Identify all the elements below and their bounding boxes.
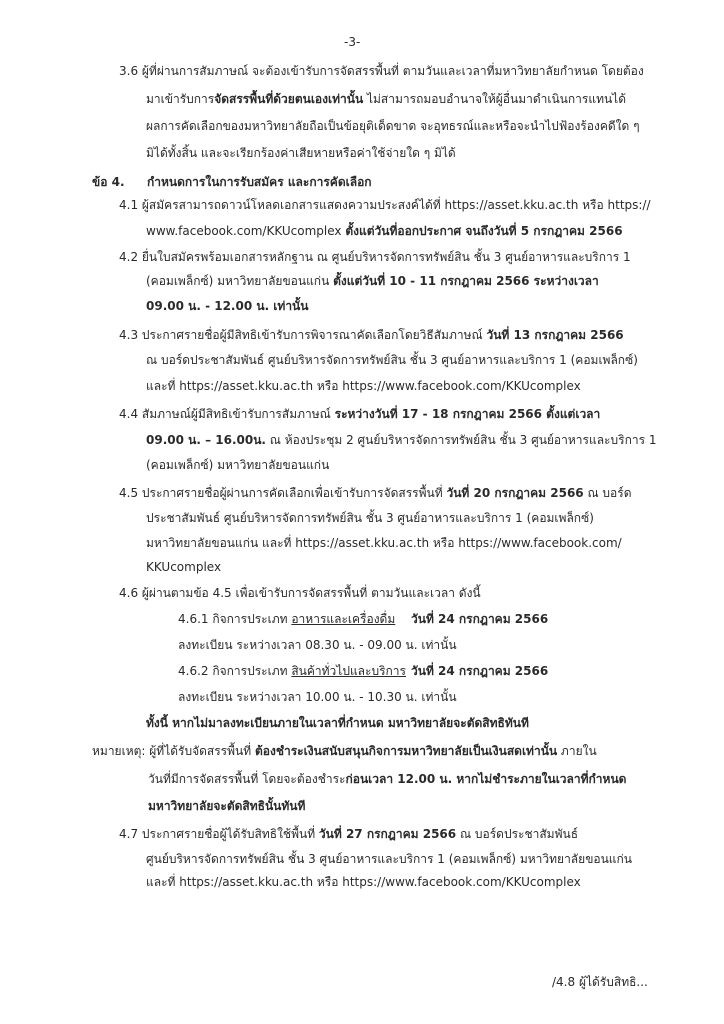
text: ไม่สามารถมอบอำนาจให้ผู้อื่นมาดำเนินการแทนได้ <box>363 92 627 106</box>
text: (คอมเพล็กซ์) มหาวิทยาลัยขอนแก่น <box>146 274 334 288</box>
clause-4-1-line-1: 4.1 ผู้สมัครสามารถดาวน์โหลดเอกสารแสดงความประสงค์ได้ที่ https://asset.kku.ac.th หรือ https:// <box>119 198 651 212</box>
clause-4-6-1 <box>178 611 395 627</box>
text: ณ บอร์ดประชาสัมพันธ์ <box>456 827 579 841</box>
clause-4-3-line-2: ณ บอร์ดประชาสัมพันธ์ ศูนย์บริหารจัดการทรัพย์สิน ชั้น 3 ศูนย์อาหารและบริการ 1 (คอมเพล็กซ์) <box>146 353 638 367</box>
clause-4-5-line-4: KKUcomplex <box>146 560 222 574</box>
clause-4-6-2-date: วันที่ 24 กรกฎาคม 2566 <box>411 664 549 678</box>
emphasis-text: ตั้งแต่วันที่ออกประกาศ จนถึงวันที่ 5 กรกฎาคม 2566 <box>345 224 623 238</box>
clause-3-6-line-1: 3.6 ผู้ที่ผ่านการสัมภาษณ์ จะต้องเข้ารับการจัดสรรพื้นที่ ตามวันและเวลาที่มหาวิทยาลัยกำหนด โดยต้อง <box>119 64 644 78</box>
clause-4-6-line-1: 4.6 ผู้ผ่านตามข้อ 4.5 เพื่อเข้ารับการจัดสรรพื้นที่ ตามวันและเวลา ดังนี้ <box>119 586 481 600</box>
text: 4.6.2 กิจการประเภท <box>178 664 292 678</box>
clause-4-6-1-date: วันที่ 24 กรกฎาคม 2566 <box>411 612 549 626</box>
text: มาเข้ารับการ <box>146 92 215 106</box>
emphasis-text: ต้องชำระเงินสนับสนุนกิจการมหาวิทยาลัยเป็นเงินสดเท่านั้น <box>254 744 558 758</box>
emphasis-text: จัดสรรพื้นที่ด้วยตนเองเท่านั้น <box>214 92 364 106</box>
section-4-title: กำหนดการในการรับสมัคร และการคัดเลือก <box>147 175 372 189</box>
clause-3-6-line-4: มิได้ทั้งสิ้น และจะเรียกร้องค่าเสียหายหรือค่าใช้จ่ายใด ๆ มิได้ <box>146 146 456 160</box>
emphasis-text: ตั้งแต่วันที่ 10 - 11 กรกฎาคม 2566 ระหว่างเวลา <box>333 274 599 288</box>
clause-4-7-line-1 <box>119 826 578 842</box>
clause-4-6-2-registration: ลงทะเบียน ระหว่างเวลา 10.00 น. - 10.30 น. เท่านั้น <box>178 690 457 704</box>
emphasis-text: ระหว่างวันที่ 17 - 18 กรกฎาคม 2566 ตั้งแต่เวลา <box>334 407 601 421</box>
underlined-text: สินค้าทั่วไปและบริการ <box>291 664 406 678</box>
clause-4-3-line-1 <box>119 327 624 343</box>
clause-4-4-line-1 <box>119 406 600 422</box>
text: วันที่มีการจัดสรรพื้นที่ โดยจะต้องชำระ <box>148 772 346 786</box>
clause-4-6-warning: ทั้งนี้ หากไม่มาลงทะเบียนภายในเวลาที่กำหนด มหาวิทยาลัยจะตัดสิทธิทันที <box>146 716 529 730</box>
emphasis-text: วันที่ 13 กรกฎาคม 2566 <box>486 328 624 342</box>
emphasis-text: ก่อนเวลา 12.00 น. หากไม่ชำระภายในเวลาที่กำหนด <box>345 772 627 786</box>
note-line-3: มหาวิทยาลัยจะตัดสิทธินั้นทันที <box>148 799 306 813</box>
clause-4-2-line-1: 4.2 ยื่นใบสมัครพร้อมเอกสารหลักฐาน ณ ศูนย์บริหารจัดการทรัพย์สิน ชั้น 3 ศูนย์อาหารและบริการ 1 <box>119 250 631 264</box>
text: ภายใน <box>557 744 597 758</box>
text: 4.6.1 กิจการประเภท <box>178 612 292 626</box>
note-line-1 <box>92 743 597 759</box>
section-4-label: ข้อ 4. <box>92 175 125 189</box>
clause-4-2-line-3: 09.00 น. - 12.00 น. เท่านั้น <box>146 299 309 313</box>
clause-3-6-line-2 <box>146 91 626 107</box>
underlined-text: อาหารและเครื่องดื่ม <box>291 612 396 626</box>
clause-4-2-line-2 <box>146 273 599 289</box>
text: 4.7 ประกาศรายชื่อผู้ได้รับสิทธิใช้พื้นที่ <box>119 827 319 841</box>
text: 4.5 ประกาศรายชื่อผู้ผ่านการคัดเลือกเพื่อเข้ารับการจัดสรรพื้นที่ <box>119 486 447 500</box>
note-line-2 <box>148 771 626 787</box>
clause-4-5-line-1 <box>119 485 631 501</box>
clause-4-6-1-registration: ลงทะเบียน ระหว่างเวลา 08.30 น. - 09.00 น. เท่านั้น <box>178 638 457 652</box>
emphasis-text: 09.00 น. – 16.00น. <box>146 433 266 447</box>
text: ณ บอร์ด <box>583 486 632 500</box>
continuation-note: /4.8 ผู้ได้รับสิทธิ... <box>552 975 648 989</box>
clause-4-4-line-2 <box>146 432 656 448</box>
clause-4-1-line-2 <box>146 223 623 239</box>
text: 4.3 ประกาศรายชื่อผู้มีสิทธิเข้ารับการพิจารณาคัดเลือกโดยวิธีสัมภาษณ์ <box>119 328 487 342</box>
emphasis-text: วันที่ 27 กรกฎาคม 2566 <box>318 827 457 841</box>
clause-4-5-line-2: ประชาสัมพันธ์ ศูนย์บริหารจัดการทรัพย์สิน ชั้น 3 ศูนย์อาหารและบริการ 1 (คอมเพล็กซ์) <box>146 511 594 525</box>
emphasis-text: วันที่ 20 กรกฎาคม 2566 <box>446 486 584 500</box>
text: ณ ห้องประชุม 2 ศูนย์บริหารจัดการทรัพย์สิน ชั้น 3 ศูนย์อาหารและบริการ 1 <box>265 433 657 447</box>
clause-4-7-line-2: ศูนย์บริหารจัดการทรัพย์สิน ชั้น 3 ศูนย์อาหารและบริการ 1 (คอมเพล็กซ์) มหาวิทยาลัยขอนแก่น <box>146 852 633 866</box>
clause-3-6-line-3: ผลการคัดเลือกของมหาวิทยาลัยถือเป็นข้อยุติเด็ดขาด จะอุทธรณ์และหรือจะนำไปฟ้องร้องคดีใด ๆ <box>146 119 640 133</box>
clause-4-7-line-3: และที่ https://asset.kku.ac.th หรือ https://www.facebook.com/KKUcomplex <box>146 875 581 889</box>
clause-4-5-line-3: มหาวิทยาลัยขอนแก่น และที่ https://asset.kku.ac.th หรือ https://www.facebook.com/ <box>146 536 622 550</box>
page-number: -3- <box>344 35 361 49</box>
clause-4-3-line-3: และที่ https://asset.kku.ac.th หรือ https://www.facebook.com/KKUcomplex <box>146 379 581 393</box>
clause-4-4-line-3: (คอมเพล็กซ์) มหาวิทยาลัยขอนแก่น <box>146 458 330 472</box>
text: www.facebook.com/KKUcomplex <box>146 224 346 238</box>
text: หมายเหตุ: ผู้ที่ได้รับจัดสรรพื้นที่ <box>92 744 255 758</box>
clause-4-6-2 <box>178 663 406 679</box>
text: 4.4 สัมภาษณ์ผู้มีสิทธิเข้ารับการสัมภาษณ์ <box>119 407 335 421</box>
